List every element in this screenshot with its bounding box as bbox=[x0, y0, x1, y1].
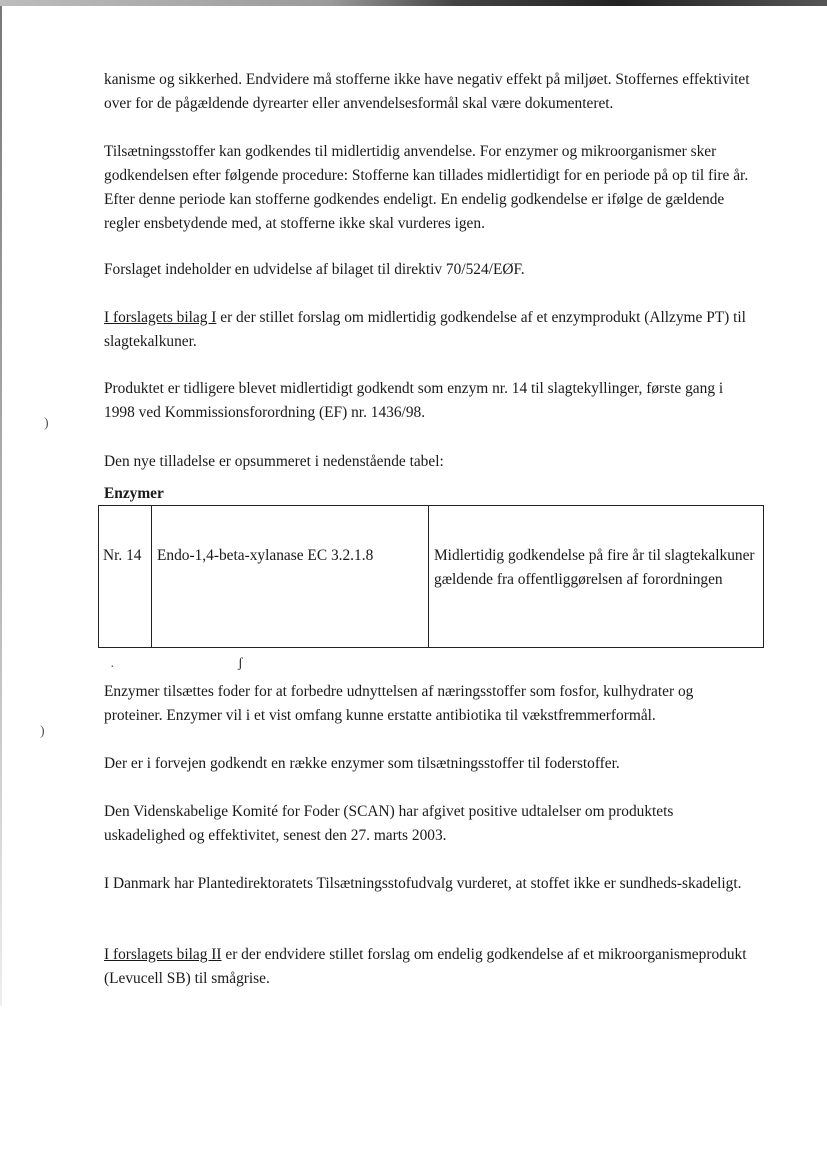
paragraph-scan-opinion: Den Videnskabelige Komité for Foder (SCAN) har afgivet positive udtalelser om produktets uskadelighed og effektivitet, senest den 27. marts 2003. bbox=[104, 803, 674, 844]
annex-two-text: er der endvidere stillet forslag om endelig godkendelse af et mikroorganismeprodukt (Levucell SB) til smågrise. bbox=[104, 946, 747, 987]
paragraph-approval-procedure: Tilsætningsstoffer kan godkendes til midlertidig anvendelse. For enzymer og mikroorganismer sker godkendelsen efter følgende procedure: Stofferne kan tillades midlertidigt for en periode på op til fire år. Efter denne periode kan stofferne godkendes endeligt. En endelig godkendelse er ifølge de gældende regler ensbetydende med, at stofferne ikke skal vurderes igen. bbox=[104, 143, 749, 232]
annex-one-link[interactable]: I forslagets bilag I bbox=[104, 309, 217, 326]
enzyme-approval-cell: Midlertidig godkendelse på fire år til slagtekalkuner gældende fra offentliggørelsen af forordningen bbox=[429, 506, 764, 648]
paragraph-previous-approval: Produktet er tidligere blevet midlertidigt godkendt som enzym nr. 14 til slagtekyllinger, første gang i 1998 ved Kommissionsforordning (EF) nr. 1436/98. bbox=[104, 380, 724, 421]
paragraph-enzyme-purpose: Enzymer tilsættes foder for at forbedre udnyttelsen af næringsstoffer som fosfor, kulhydrater og proteiner. Enzymer vil i et vist omfang kunne erstatte antibiotika til vækstfremmerformål. bbox=[104, 683, 694, 724]
table-row bbox=[99, 506, 764, 648]
annex-two-link[interactable]: I forslagets bilag II bbox=[104, 946, 222, 963]
annex-one-text: er der stillet forslag om midlertidig godkendelse af et enzymprodukt (Allzyme PT) til slagtekalkuner. bbox=[104, 309, 746, 350]
paragraph-annex-two bbox=[104, 943, 754, 991]
paragraph-directive-extension: Forslaget indeholder en udvidelse af bilaget til direktiv 70/524/EØF. bbox=[104, 261, 525, 278]
enzyme-number-cell: Nr. 14 bbox=[99, 506, 152, 648]
scan-speck: · bbox=[110, 660, 115, 675]
paragraph-annex-one bbox=[104, 306, 754, 354]
enzyme-name-cell: Endo-1,4-beta-xylanase EC 3.2.1.8 bbox=[152, 506, 429, 648]
paragraph-existing-enzymes: Der er i forvejen godkendt en række enzymer som tilsætningsstoffer til foderstoffer. bbox=[104, 755, 620, 772]
table-heading: Enzymer bbox=[104, 485, 164, 502]
enzyme-table bbox=[98, 505, 764, 648]
paragraph-danish-assessment: I Danmark har Plantedirektoratets Tilsætningsstofudvalg vurderet, at stoffet ikke er sundheds-skadeligt. bbox=[104, 875, 742, 892]
scan-margin-mark: ) bbox=[40, 724, 45, 739]
paragraph-table-intro: Den nye tilladelse er opsummeret i nedenstående tabel: bbox=[104, 453, 444, 470]
paragraph-safety-efficacy: kanisme og sikkerhed. Endvidere må stofferne ikke have negativ effekt på miljøet. Stoffernes effektivitet over for de pågældende dyrearter eller anvendelsesformål skal være dokumenteret. bbox=[104, 71, 750, 112]
scan-pen-mark: ʃ bbox=[238, 656, 243, 671]
scan-margin-mark: ) bbox=[44, 416, 49, 431]
